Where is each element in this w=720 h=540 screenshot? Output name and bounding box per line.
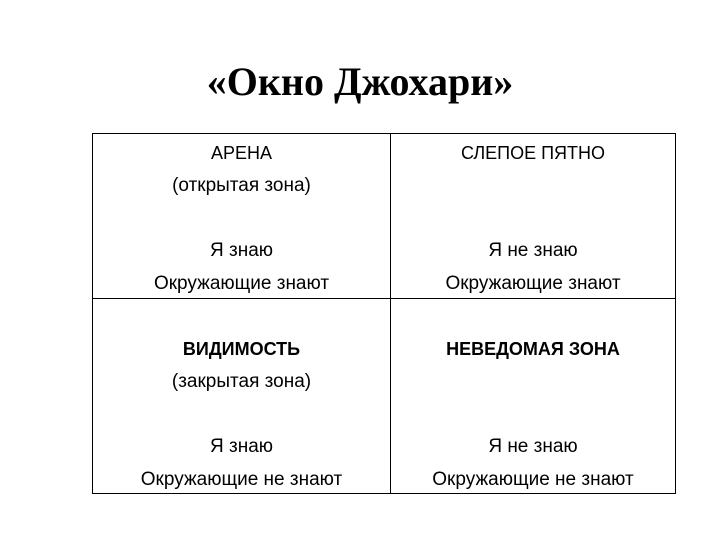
quadrant-arena [93, 134, 390, 298]
quadrant-heading: СЛЕПОЕ ПЯТНО [460, 143, 606, 163]
quadrant-others-line: Окружающие знают [153, 273, 330, 294]
quadrant-others-line: Окружающие не знают [140, 469, 343, 490]
quadrant-visibility [93, 299, 390, 493]
quadrant-unknown-zone [391, 299, 675, 493]
page-title: «Окно Джохари» [206, 59, 514, 104]
johari-window-grid [92, 133, 676, 494]
quadrant-others-line: Окружающие знают [445, 273, 621, 294]
quadrant-subheading: (открытая зона) [172, 175, 311, 196]
quadrant-others-line: Окружающие не знают [432, 469, 634, 490]
quadrant-self-line: Я знаю [209, 240, 274, 261]
quadrant-blind-spot [391, 134, 675, 298]
quadrant-self-line: Я знаю [209, 436, 274, 457]
quadrant-self-line: Я не знаю [488, 436, 578, 457]
quadrant-subheading: (закрытая зона) [171, 371, 312, 392]
quadrant-heading: АРЕНА [210, 143, 273, 163]
quadrant-self-line: Я не знаю [488, 240, 578, 261]
quadrant-heading: ВИДИМОСТЬ [182, 339, 301, 359]
quadrant-heading: НЕВЕДОМАЯ ЗОНА [446, 339, 620, 359]
